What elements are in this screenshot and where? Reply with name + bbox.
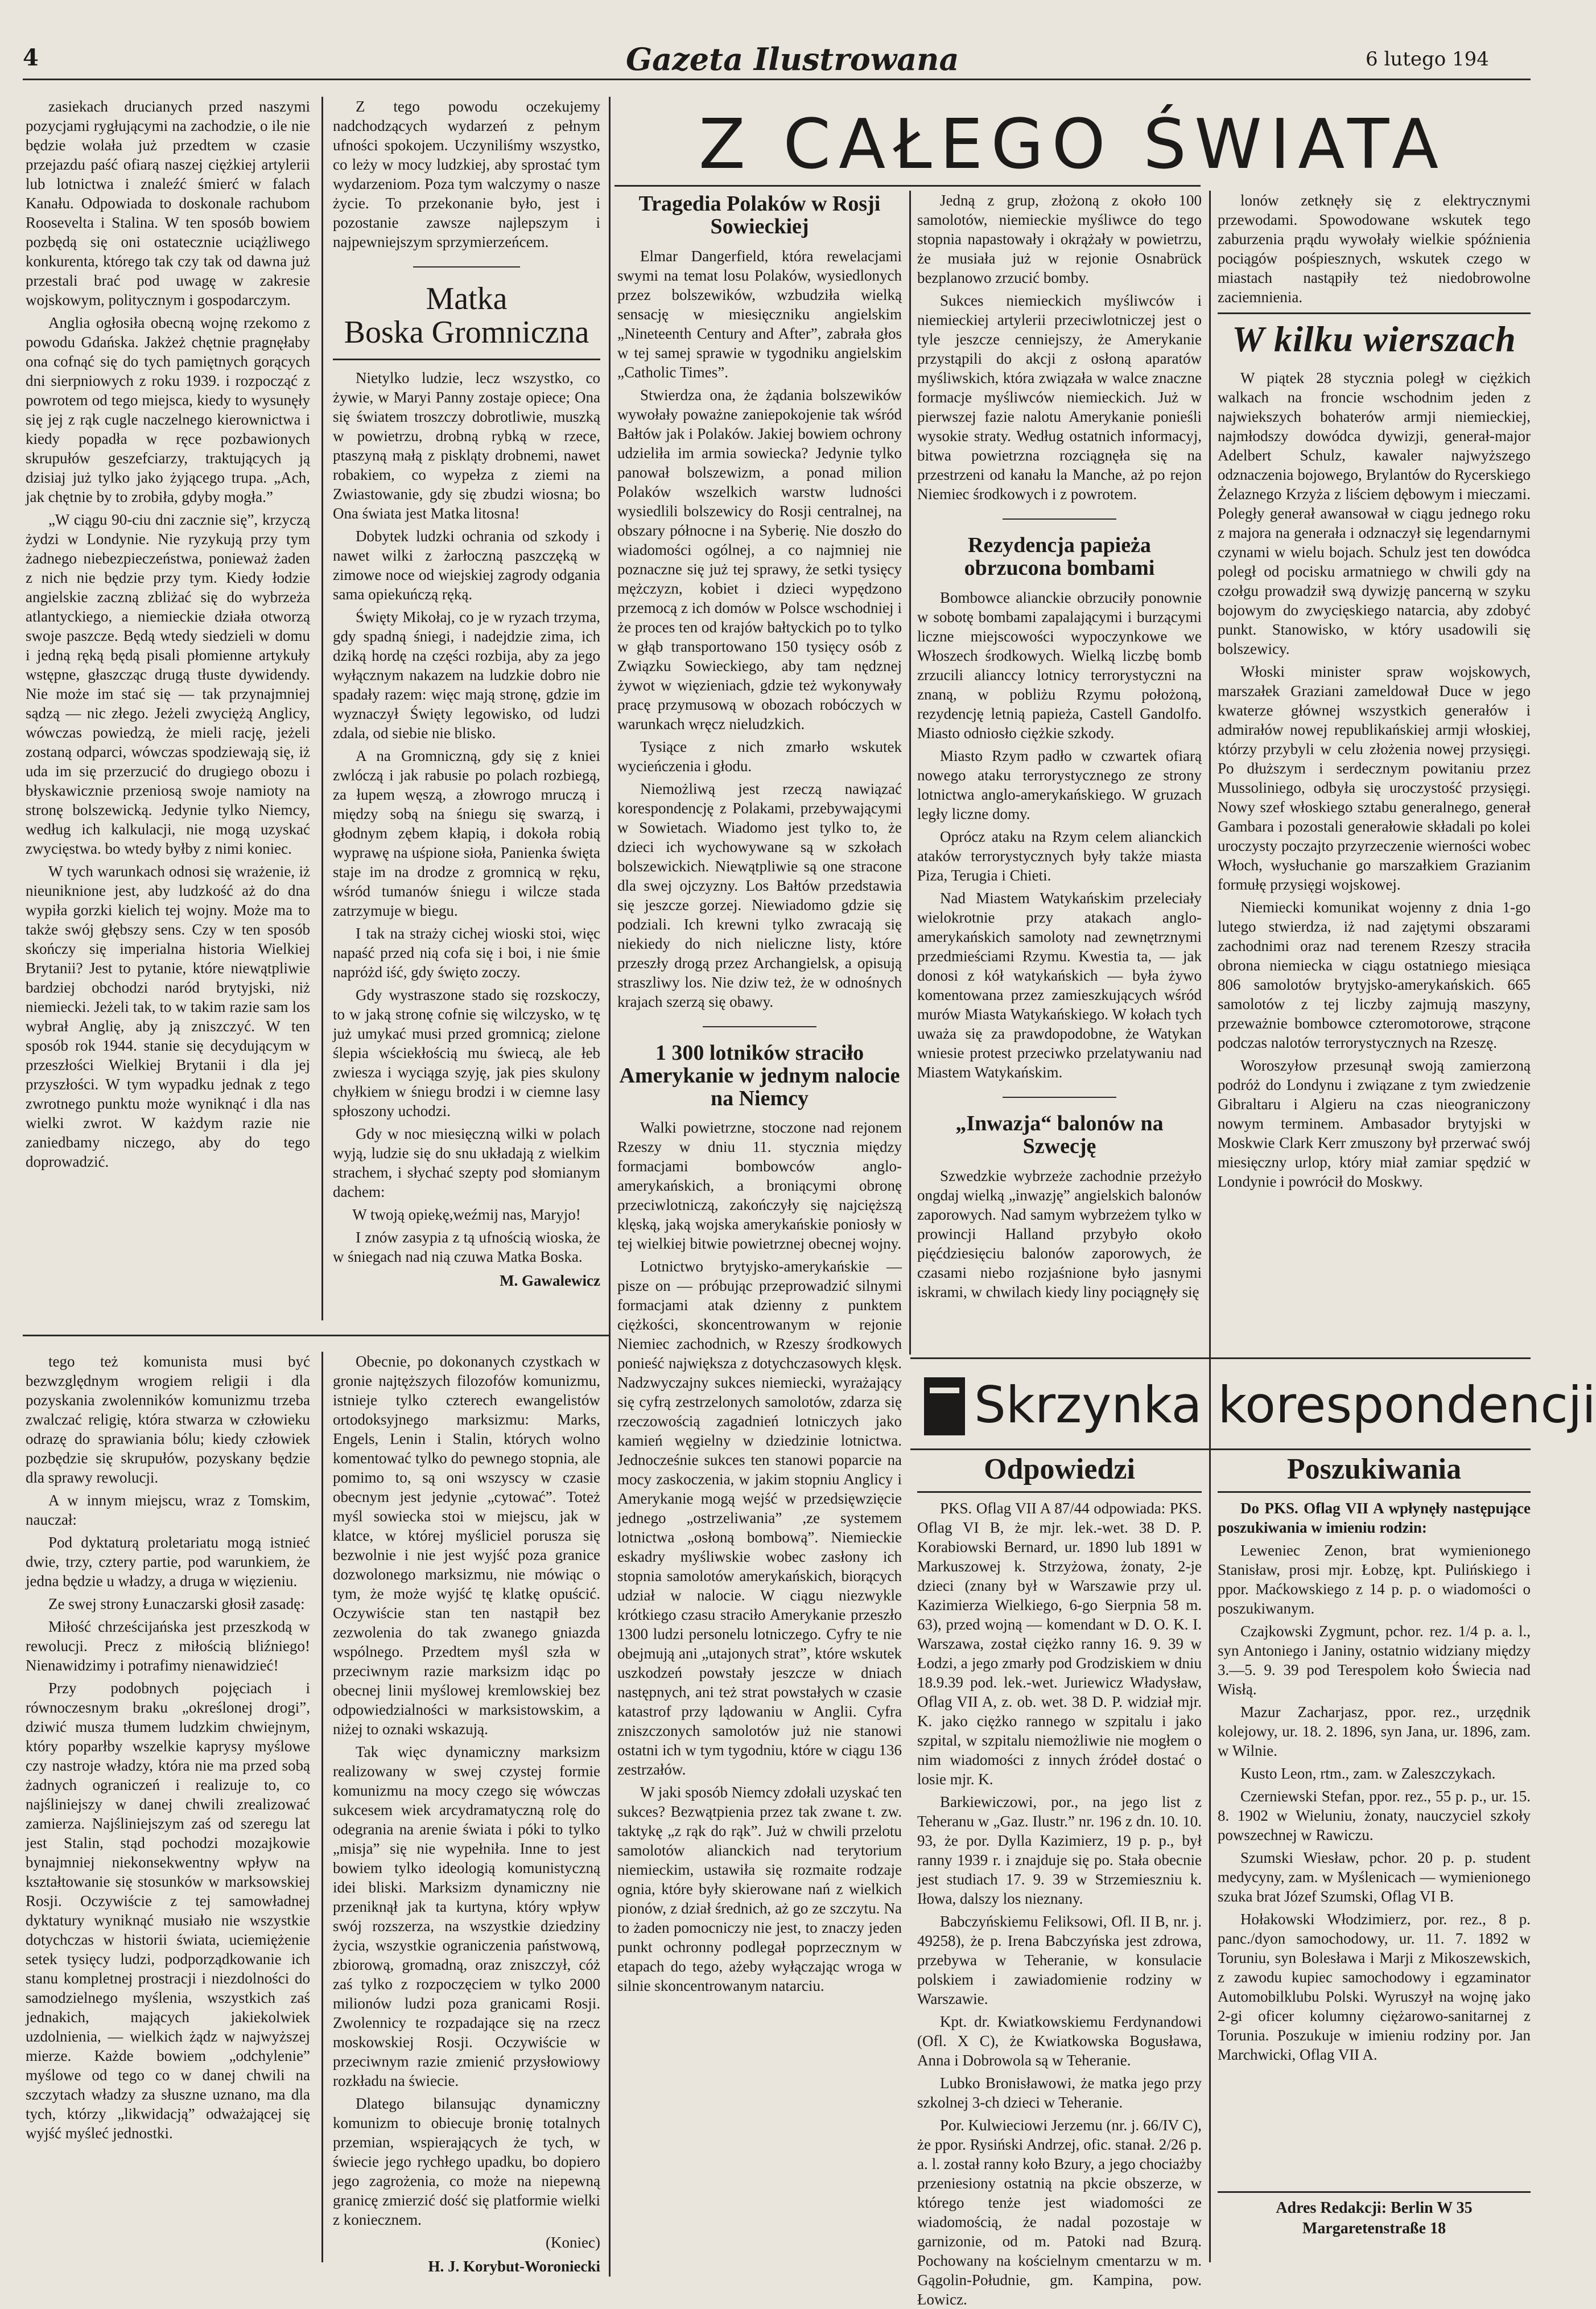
section-rule [910,1357,1531,1359]
section-title-rule [615,185,1201,187]
paragraph: Hołakowski Włodzimierz, por. rez., 8 p. panc./dyon samochodowy, ur. 11. 7. 1892 w Toruniu, syn Bolesława i Marji z Mikoszewskich, z zawodu kupiec samochodowy i egzaminator Automobilklubu Polski. Wyruszył na wojnę jako 2-gi oficer kolumny ciężarowo-sanitarnej z Torunia. Poszukuje w imieniu rodziny por. Jan Marchwicki, Oflag VII A. [1218,1910,1531,2063]
lotnikow-title: 1 300 lotników straciło Amerykanie w jednym nalocie na Niemcy [619,1040,900,1110]
paragraph: Nietylko ludzie, lecz wszystko, co żywie, w Maryi Panny zostaje opiece; Ona się światem troszczy dobrotliwie, muszką w powietrzu, drobną rybką w rzece, ptaszyną małą z piskląty drobnemi, nawet robakiem, co wypełza z ziemi na Zwiastowanie, gdy się zbudzi wiosna; bo Ona świata jest Matka litosna! [333,369,600,522]
matka-title: Matka [426,281,508,316]
paragraph: Gdy wystraszone stado się rozskoczy, to w jaką stronę cofnie się wilczysko, w tę już umykać musi przed gromnicą; zielone ślepia wściekłością mu świecą, ale łeb zwiesza i wyciąga szyję, jak pies skulony chyłkiem w śniegu brodzi i w ciemne lasy spłoszony uchodzi. [333,986,600,1119]
odpowiedzi-title: Odpowiedzi [984,1453,1135,1485]
paragraph: W piątek 28 stycznia poległ w ciężkich walkach na froncie wschodnim jeden z najwiekszych bohaterów armji niemieckiej, najmłodszy dowódca dywizji, generał-major Adelbert Schulz, kawaler najwyższego odznaczenia bojowego, Brylantów do Rycerskiego Żelaznego Krzyża z liściem dębowym i mieczami. Poległy generał awansował w ciągu jednego roku z majora na generała i odznaczył się legendarnymi czynami w wielu bojach. Schulz jest ten dowódca poległ od pocisku armatniego w chwili gdy na czołgu prowadził swą dywizję pancerną w szyku bojowym do zwycięskiego natarcia, aby zdobyć punkt. Stanowisko, w który usadowili się bolszewicy. [1218,369,1531,658]
article-bottom-col1 [26,1352,310,2259]
paragraph: Dlatego bilansując dynamiczny komunizm to obiecuje bronię totalnych przemian, wspierających że tych, w świecie jego rychłego upadku, bo dopiero jego zagrożenia, co może na niepewną granicę zmierzić dość się platformie wielki z koniecznem. [333,2095,600,2228]
right-col-a [617,191,902,1995]
paragraph: A na Gromniczną, gdy się z kniei zwlóczą i jak rabusie po polach rozbiegą, za łupem węszą, a złowrogo mruczą i między sobą na śniegu się swarzą, i głodnym zębem kłapią, i dokoła robią wyprawę na uśpione sioła, Panienka święta staje im na drodze z gromnicą w ręku, wśród tumanów śniegu i wilcze stada zatrzymuje w biegu. [333,747,600,919]
column-divider [321,97,323,1320]
paragraph: Leweniec Zenon, brat wymienionego Stanisław, prosi mjr. Łobzę, kpt. Pulińskiego i ppor. Maćkowskiego z 14 p. p. o wiadomości o poszukiwanym. [1218,1541,1531,1617]
paragraph: Miłość chrześcijańska jest przeszkodą w rewolucji. Precz z miłością bliźniego! Nienawidzimy i potrafimy nienawidzieć! [26,1618,310,1674]
separator [1003,518,1116,520]
paragraph: „W ciągu 90-ciu dni zacznie się”, krzyczą żydzi w Londynie. Nie ryzykują przy tym żadnego niebezpieczeństwa, ponieważ żaden z nich nie będzie przy tym. Kiedy łodzie angielskie zaczną zbliżać się do wybrzeża atlantyckiego, a niemieckie działa otworzą swoje paszcze. Będą wtedy siedzieli w domu i jedną ręką będą pisali płomienne artykuły wstępne, głaszcząc drugą tłuste dywidendy. Nie może im stać się — tak przynajmniej sądzą — nic złego. Jeżeli zwyciężą Anglicy, wówczas powiedzą, że mieli rację, jeżeli zostaną odparci, wówczas spodziewają się, iż uda im się przerzucić do drugiego obozu i błyskawicznie przeniosą swoje namioty na stronę bolszewicką. Jedynie tylko Niemcy, według ich kalkulacji, nie mogą uzyskać zwycięstwa. bo wtedy byłby z nimi koniec. [26,511,310,857]
skrzynka-banner [922,1372,1596,1440]
paragraph: Babczyńskiemu Feliksowi, Ofl. II B, nr. j. 49258), że p. Irena Babczyńska jest zdrowa, przebywa w Teheranie, w konsulacie polskiem i zawiadomienie rodziny w Warszawie. [917,1912,1202,2007]
paragraph: (Koniec) [546,2234,600,2251]
paragraph: Dobytek ludzki ochrania od szkody i nawet wilki z żarłoczną paszczęką w zimowe noce od wiejskiej zagrody odgania sama opiekuńczą ręką. [333,527,600,603]
paragraph: Ze swej strony Łunaczarski głosił zasadę: [48,1595,305,1612]
paragraph: Jedną z grup, złożoną z około 100 samolotów, niemieckie myśliwce do tego stopnia napastowały i okrążały w powietrzu, że musiała już w rejonie Osnabrück bezplanowo zrzucić bomby. [917,192,1202,286]
article-bottom-col2 [333,1352,600,2275]
paragraph: Niemiecki komunikat wojenny z dnia 1-go lutego stwierdza, iż nad zajętymi obszarami zachodnimi oraz nad terenem Rzeszy straciła obrona niemiecka w ciągu ostatniego miesiąca 806 samolotów brytyjsko-amerykańskich. 665 samolotów z tej liczby zajmują maszyny, przeważnie bombowce czteromotorowe, strącone podczas nalotów terrorystycznych na Rzeszę. [1218,899,1531,1052]
paragraph: Z tego powodu oczekujemy nadchodzących wydarzeń z pełnym ufności spokojem. Uczyniliśmy wszystko, co leży w mocy ludzkiej, aby sprostać tym wydarzeniom. Poza tym walczymy o nasze życie. To przekonanie było, jest i pozostanie zawsze najlepszym i najpewniejszym sprzymierzeńcem. [333,98,600,250]
column-divider [1209,191,1211,2262]
article-top-col1 [26,97,310,1315]
column-divider [909,191,911,1355]
paragraph: lonów zetknęły się z elektrycznymi przewodami. Spowodowane wskutek tego zaburzenia prądu wywołały wielkie spóźnienia pociągów pośpiesznych, wskutek czego w miastach nastąpiły też niedobrowolne zaciemnienia. [1218,192,1531,306]
paragraph: Anglia ogłosiła obecną wojnę rzekomo z powodu Gdańska. Jakżeż chętnie pragnęłaby ona cofnąć się do tych pamiętnych gorących dni sierpniowych z roku 1939. i rozpocząć z powrotem od tego miejsca, kiedy to wysunęły się jej z rąk cugle naczelnego kierownictwa i kiedy popadła w ręce pozbawionych skrupułów geszefciarzy, traktujących ją dzisiaj już tylko jako żyjącego trupa. „Ach, jak chętnie by to zrobiła, gdyby mogła.” [26,314,310,505]
paragraph: Włoski minister spraw wojskowych, marszałek Graziani zameldował Duce w jego kwaterze głównej wszystkich generałów i admirałów nowej republikańskiej armji włoskiej, którzy przybyli w celu złożenia nowej przysięgi. Po dłuższym i serdecznym powitaniu przez Mussoliniego, odbyła się uroczystość przysięgi. Nowy szef włoskiego sztabu generalnego, generał Gambara i pozostali generałowie składali po kolei uroczysty poczajto przyrzeczenie wierności wobec Włoch, wysłuchanie go marszałkiem Grazianim formułę przysięgi wojskowej. [1218,663,1531,894]
paragraph: Lubko Bronisławowi, że matka jego przy szkolnej 3-ch dzieci w Teheranie. [917,2074,1202,2111]
matka-title: Boska Gromniczna [344,314,589,350]
paragraph: Szumski Wiesław, pchor. 20 p. p. student medycyny, zam. w Myślenicach — wymienionego szuka brat Józef Szumski, Oflag VI B. [1218,1849,1531,1905]
title-rule [333,359,600,360]
mailbox-icon [922,1375,967,1438]
poszukiwania-column [1218,1454,1531,2183]
separator [413,266,520,267]
paragraph: Bombowce alianckie obrzuciły ponownie w sobotę bombami zapalającymi i burzącymi liczne miejscowości wypoczynkowe we Włoszech środkowych. Wielką liczbę bomb zrzucili alianccy lotnicy terrorystyczni na znaną, w pobliżu Rzymu położoną, rezydencję letnią papieża, Castell Gandolfo. Miasto odniosło ciężkie szkody. [917,588,1202,742]
right-col-c [1218,191,1531,1352]
address-rule [1218,2191,1531,2193]
address-label: Adres Redakcji: Berlin W 35 [1276,2199,1473,2217]
paragraph: Tysiące z nich zmarło wskutek wycieńczenia i głodu. [617,738,902,775]
paragraph: Kpt. dr. Kwiatkowskiemu Ferdynandowi (Ofl. X C), że Kwiatkowska Bogusława, Anna i Dobrowola są w Teheranie. [917,2012,1202,2069]
title-rule [1218,312,1531,314]
paragraph: Mazur Zacharjasz, ppor. rez., urzędnik kolejowy, ur. 18. 2. 1896, syn Jana, ur. 1896, zam. w Wilnie. [1218,1703,1531,1759]
paragraph: Lotnictwo brytyjsko-amerykańskie — pisze on — próbując przeprowadzić silnymi formacjami atak dzienny z punktem ciężkości, skoncentrowanym w rejonie Niemiec zachodnich, w Rzeszy środkowych ponieść największa z dotychczasowych klęsk. Nadzwyczajny sukces niemiecki, wyrażający się cyfrą zestrzelonych samolotów, zdarza się rzeczowością zagadnień lotniczych jako kamień węgielny w dziedzinie lotnictwa. Jednocześnie sukces ten stanowi poparcie na mocy zaskoczenia, w jakim stopniu Anglicy i Amerykanie mogą wejść w przedsięwzięcie jednego „ostrzeliwania” ,ze systemem lotnictwa „osłoną bombową”. Niemieckie eskadry myśliwskie wobec zasłony ich stopnia samolotów amerykańskich, biorących udział w nalocie. W ciągu niezwykle krótkiego czasu straciło Amerykanie przeszło 1300 ludzi personelu lotniczego. Cyfry te nie obejmują ani „utajonych strat”, które wskutek uszkodzeń powstały jeszcze w dniach następnych, ani też strat powstałych w czasie katastrof przy lądowaniu w Anglii. Cyfra zniszczonych samolotów już nie stanowi ostatni ich w tym tygodniu, które w ciągu 136 zestrzałów. [617,1258,902,1779]
paragraph: A w innym miejscu, wraz z Tomskim, nauczał: [26,1492,310,1528]
skrzynka-title: Skrzynka korespondencji [974,1376,1596,1434]
paragraph: Tak więc dynamiczny marksizm realizowany w swej czystej formie komunizmu na mocy czego się wówczas sukcesem wiek arcydramatyczną rolę do odegrania na arenie świata i póki to tylko „misja” się nie wypełniła. Inne to jest bowiem tylko ideologią komunistyczną idei bliski. Marksizm dynamiczny nie przeniknął jak ta kurtyna, który wpływ swój rozszerza, na wszystkie dziedziny życia, wszystkie ograniczenia państwową, zbiorową, gromadną, oraz zniszczył, cóż zaś tylko z rozpoczęciem w tylko 2000 milionów ludzi poza granicami Rosji. Zwolennicy te rozpadające się na rzecz moskowskiej Rosji. Oczywiście w przeciwnym razie zmienić przysłowiowy rozkładu na świecie. [333,1743,600,2089]
page-number: 4 [23,44,39,71]
tragedia-title: Tragedia Polaków w Rosji Sowieckiej [638,192,881,238]
paragraph: W twoją opiekę,weźmij nas, Maryjo! [352,1205,581,1223]
section-rule [910,1448,1531,1450]
paragraph: Gdy w noc miesięczną wilki w polach wyją, ludzie się do snu układają z wielkim strachem, i słychać szepty pod słomianym dachem: [333,1125,600,1200]
title-rule [917,1491,1202,1493]
paragraph: Pod dyktaturą proletariatu mogą istnieć dwie, trzy, cztery partie, pod warunkiem, że jedna będzie u władzy, a druga w więzieniu. [26,1534,310,1590]
paragraph: Walki powietrzne, stoczone nad rejonem Rzeszy w dniu 11. stycznia między formacjami bombowców anglo-amerykańskich, a broniącymi obronę przeciwlotniczą, zakończyły się najcięższą klęską, jaką wojska amerykańskie poniosły w tej wielkiej bitwie powietrznej obecnej wojny. [617,1119,902,1253]
paragraph: Barkiewiczowi, por., na jego list z Teheranu w „Gaz. Ilustr.” nr. 196 z dn. 10. 10. 93, że por. Dylla Kazimierz, 19 p. p., był ranny 1939 r. i znajduje się po. Stała obecnie jest studiach 17. 9. 39 w Strzemieszniu k. Iłowa, dalszy los nieznany. [917,1793,1202,1907]
paragraph: Czerniewski Stefan, ppor. rez., 55 p. p., ur. 15. 8. 1902 w Wieluniu, żonaty, nauczyciel szkoły powszechnej w Rawiczu. [1218,1787,1531,1843]
issue-date: 6 lutego 194 [1366,48,1489,71]
paragraph: tego też komunista musi być bezwzględnym wrogiem religii i dla pozyskania zwolenników komunizmu trzeba zwalczać religię, która stwarza w człowieku odrazę do sprawiania bólu; kiedy człowiek pozbędzie się skrupułów, pozyskany będzie dla sprawy rewolucji. [26,1353,310,1486]
paragraph: Czajkowski Zygmunt, pchor. rez. 1/4 p. a. l., syn Antoniego i Janiny, ostatnio widziany między 3.—5. 9. 39 pod Terespolem koło Świecia nad Wisłą. [1218,1622,1531,1698]
separator [1003,1097,1116,1098]
paragraph: zasiekach drucianych przed naszymi pozycjami rygłującymi na zachodzie, o ile nie będzie wolała już przedtem w czasie przejazdu paść ofiarą naszej ciężkiej artylerii lub lotnictwa i znaleźć śmierć w falach Kanału. Odpowiada to doskonale rachubom Roosevelta i Stalina. W ten sposób bowiem pozbędą się oni ostatecznie uciążliwego konkurenta, którego tak czy tak od dawna już przestali brać pod uwagę w zakresie wojskowym, politycznym i gospodarczym. [26,98,310,308]
matka-signature: M. Gawalewicz [500,1271,600,1289]
section-rule [23,1335,609,1336]
right-col-b [917,191,1202,1352]
editorial-address [1218,2198,1531,2239]
separator [703,1026,816,1027]
paragraph: Woroszyłow przesunął swoją zamierzoną podróż do Londynu i związane z tym zwiedzenie Gibraltaru i Algieru na czas nieograniczony nowym terminem. Ambasador brytyjski w Moskwie Clark Kerr zmuszony był przerwać swój miesięczny urlop, który miał zamiar spędzić w Londynie i powrócił do Moskwy. [1218,1057,1531,1191]
article-top-col2 [333,97,600,1326]
paragraph: W tych warunkach odnosi się wrażenie, iż nieuniknione jest, aby ludzkość aż do dna wypiła gorzki kielich tej wojny. Może ma to także swój głębszy sens. Czy w ten sposób skończy się imperialna historia Wielkiej Brytanii? Jest to pytanie, które niewątpliwie bardziej obchodzi naród brytyjski, niż niemiecki. Jeżeli tak, to w takim razie sam los wybrał Anglię, aby ją zniszczyć. W ten sposób rok 1944. stanie się decydującym w przeszłości Wielkiej Brytanii i dla jej przyszłości. W tym wypadku jednak z tego zwrotnego punktu może wyniknąć i dla nas wielki zwrot. W każdym razie nie zaniedbamy niczego, aby do tego doprowadzić. [26,863,310,1170]
poszukiwania-title: Poszukiwania [1286,1453,1462,1485]
section-title: Z CAŁEGO ŚWIATA [698,105,1447,184]
paragraph: Święty Mikołaj, co je w ryzach trzyma, gdy spadną śniegi, i nadejdzie zima, ich dziką hordę na części rozbija, aby za jego wyłącznym nakazem na ludzkie dobro nie spadały razem: więc mają stronę, gdzie im wyznaczył Święty legowisko, od ludzi zdala, od siebie nie blisko. [333,608,600,742]
paragraph: Oprócz ataku na Rzym celem alianckich ataków terrorystycznych były także miasta Piza, Terugia i Chieti. [917,828,1202,884]
rezydencja-title: Rezydencja papieża obrzucona bombami [964,533,1155,580]
paragraph: PKS. Oflag VII A 87/44 odpowiada: PKS. Oflag VI B, że mjr. lek.-wet. 38 D. P. Korabiowski Bernard, ur. 1890 lub 1891 w Markuszowej k. Strzyżowa, żonaty, 2-je dzieci (znany był w Warszawie przy ul. Kazimierza Wielkiego, 6-go Sierpnia 58 m. 63), przed wojną — komendant w D. O. K. I. Warszawa, został ciężko ranny 16. 9. 39 w Łodzi, a jego zmarły pod Grodziskiem w dniu 18.9.39 pod. lek.-wet. Juriewicz Władysław, Oflag VII A, z. ob. wet. 38 D. P. widział mjr. K. jako ciężko rannego w szpitalu i jako szpital, w szpitalu niemożliwie nie mogłem o nim wiadomości z innych źródeł dostać o losie mjr. K. [917,1499,1202,1788]
paragraph: I tak na straży cichej wioski stoi, więc napaść przed nią cofa się i boi, i nie śmie napróżd iść, gdy święto zoczy. [333,924,600,981]
paragraph: Nad Miastem Watykańskim przeleciały wielokrotnie przy atakach anglo-amerykańskich samoloty nad zewnętrznymi przedmieściami Rzymu. Kwestia ta, — jak donosi z kół watykańskich — była żywo komentowana przez zamieszkujących wśród murów Miasta Watykańskiego. W kołach tych uważa się za prawdopodobne, że Watykan wniesie protest przeciwko przelatywaniu nad Miastem Watykańskim. [917,889,1202,1081]
paragraph: Szwedzkie wybrzeże zachodnie przeżyło ongdaj wielką „inwazję” angielskich balonów zaporowych. Nad samym wybrzeżem tylko w prowincji Halland przybyło około pięćdziesięciu balonów zaporowych, że czasami niebo rozjaśnione było jasnymi iskrami, w chwilach kiedy liny pociągnęły się [917,1167,1202,1300]
paragraph: Sukces niemieckich myśliwców i niemieckiej artylerii przeciwlotniczej jest o tyle jeszcze cenniejszy, że Amerykanie przystąpili do akcji z osłoną aparatów myśliwskich, która związała w walce znaczne formacje myśliwców niemieckich. Już w pierwszej fazie nalotu Amerykanie ponieśli wysokie straty. Według ostatnich informacyj, bitwa powietrzna rozciągnęła się na przestrzeni od kanału la Manche, aż po rejon Niemiec środkowych i z powrotem. [917,292,1202,503]
paragraph: I znów zasypia z tą ufnością wioska, że w śniegach nad nią czuwa Matka Boska. [333,1228,600,1265]
column-divider [321,1352,323,2262]
title-rule [1218,1491,1531,1493]
paragraph: Do PKS. Oflag VII A wpłynęły następujące poszukiwania w imieniu rodzin: [1218,1499,1531,1536]
paragraph: W jaki sposób Niemcy zdołali uzyskać ten sukces? Bezwątpienia przez tak zwane t. zw. taktykę „z rąk do rąk”. Już w chwili przelotu samolotów alianckich nad terytorium niemieckim, ustawiła się rozmaite rodzaje ognia, które były skierowane nań z wielkich pionów, z dział średnich, aż go ze szczytu. Na to żaden pomocniczy nie jest, to znaczy jeden punkt ochronny podlegał poprzecznym w etapach do tego, ażeby wyłączając wroga w silnie skoncentrowanym natarciu. [617,1784,902,1995]
paragraph: Stwierdza ona, że żądania bolszewików wywołały poważne zaniepokojenie tak wśród Bałtów jak i Polaków. Jakiej bowiem ochrony udzieliła im armia sowiecka? Jedynie tylko panował bolszewizm, a ponad milion Polaków wszelkich warstw ludności wysiedlili bolszewicy do Rosji centralnej, na obszary północne i na Syberię. Nie doszło do wiadomości ogólnej, a co najmniej nie poznaczne się już tej sprawy, że setki tysięcy mężczyzn, kobiet i dzieci wypędzono przemocą z ich domów w Polsce wschodniej i że proces ten od krajów bałtyckich po to tylko w głąb transportowano 150 tysięcy osób z Związku Sowieckiego, aby tam nędznej żywot w więzieniach, gdzie też wykonywały pracę przymusową w obozach robóczych w warunkach wręcz nieludzkich. [617,386,902,732]
odpowiedzi-column [917,1453,1202,2308]
paragraph: Elmar Dangerfield, która rewelacjami swymi na temat losu Polaków, wysiedlonych przez bolszewików, wzbudziła wielką sensację w miesięczniku angielskim „Nineteenth Century and After”, zabrała głos w tej samej sprawie w tygodniku angielskim „Catholic Times”. [617,247,902,381]
column-divider [609,97,611,2277]
paragraph: Kusto Leon, rtm., zam. w Zaleszczykach. [1240,1764,1496,1782]
paragraph: Por. Kulwieciowi Jerzemu (nr. j. 66/IV C), że ppor. Rysiński Andrzej, ofic. stanał. 2/26 p. a. l. został ranny koło Bzury, a jego chociażby przeniesiony ostatnią na pkcie obszerze, w którego tenże jest wiadomości ze wiadomością, że nadal pozostaje w garnizonie, od m. Patoki nad Bzurą. Pochowany na kościelnym cmentarzu w m. Gągolin-Południe, gm. Kampina, pow. Łowicz. [917,2116,1202,2308]
paragraph: Przy podobnych pojęciach i równoczesnym braku „określonej drogi”, dziwić musza tłumem ludzkim chwiejnym, który poparłby wszelkie kaprysy myślowe czy nastroje władzy, która nie ma przed sobą żadnych ograniczeń i realizuje to, co najśliniejszy w danej chwili zrealizować zamierza. Najśliniejszym zaś od szeregu lat jest Stalin, stąd pochodzi mozajkowie bynajmniej niekonsekwentny wpływ na kształtowanie się stosunków w marksowskiej Rosji. Oczywiście z tej samowładnej dyktatury wyniknąć musiało nie wszystkie dotychczas w historii świata, uciemiężenie setek tysięcy ludzi, podporządkowanie ich stanu kompletnej prostracji i niezdolności do samodzielnego myślenia, wszystkich zaś jednakich, mających jakiekolwiek uzdolnienia, — wielkich żądz w najwyższej mierze. Każde bowiem „odchylenie” myślowe od tego co w danej chwili na szczytach władzy za słuszne uznano, ma dla tych, którzy „likwidacją” odważającej się wyjść myśleć jednostki. [26,1680,310,2142]
paragraph: Miasto Rzym padło w czwartek ofiarą nowego ataku terrorystycznego ze strony lotnictwa anglo-amerykańskiego. W gruzach legły liczne domy. [917,747,1202,822]
paragraph: Niemożliwą jest rzeczą nawiązać korespondencję z Polakami, przebywającymi w Sowietach. Wiadomo jest tylko to, że dzieci ich wychowywane są w szkołach bolszewickich. Niewątpliwie są one stracone dla swej ojczyzny. Los Bałtów przedstawia się jeszcze gorzej. Niewiadomo gdzie się podziali. Ich krewni tylko zwracają się niekiedy do nich nieliczne listy, które przeszły drogą przez Archangielsk, a opisują straszliwy los. Nie dziw też, że w odnośnych krajach szerzą się obawy. [617,780,902,1010]
address-street: Margaretenstraße 18 [1302,2220,1446,2237]
inwazja-title: „Inwazja“ balonów na Szwecję [955,1111,1164,1158]
paragraph: Obecnie, po dokonanych czystkach w gronie najtęższych filozofów komunizmu, istnieje tylko czterech ewangelistów ortodoksyjnego marksizmu: Marks, Engels, Lenin i Stalin, których wolno komentować tylko do pewnego stopnia, ale pomimo to, są oni wszyscy w czasie obecnym jest jedynie „cytować”. Toteż myśl sowiecka stoi w miejscu, jak w klatce, w której myśliciel porusza się bezwolnie i nie jest wyjść poza granice dozwolonego marksizmu, nie mówiąc o tym, że może wyjść tę klatkę opuścić. Oczywiście stan ten nastąpił bez zezwolenia do tak zwanego gniazda wspólnego. Przedtem myśl szła w przeciwnym razie marksizm idąc po obecnej linii myślowej kremlowskiej bez odpowiedzialności w marksistowskim, a niżej to oznaki wskazują. [333,1353,600,1738]
article-signature: H. J. Korybut-Woroniecki [428,2258,600,2275]
masthead: Gazeta Ilustrowana [626,41,959,77]
kilku-title: W kilku wierszach [1232,319,1516,359]
header-rule [23,79,1531,80]
